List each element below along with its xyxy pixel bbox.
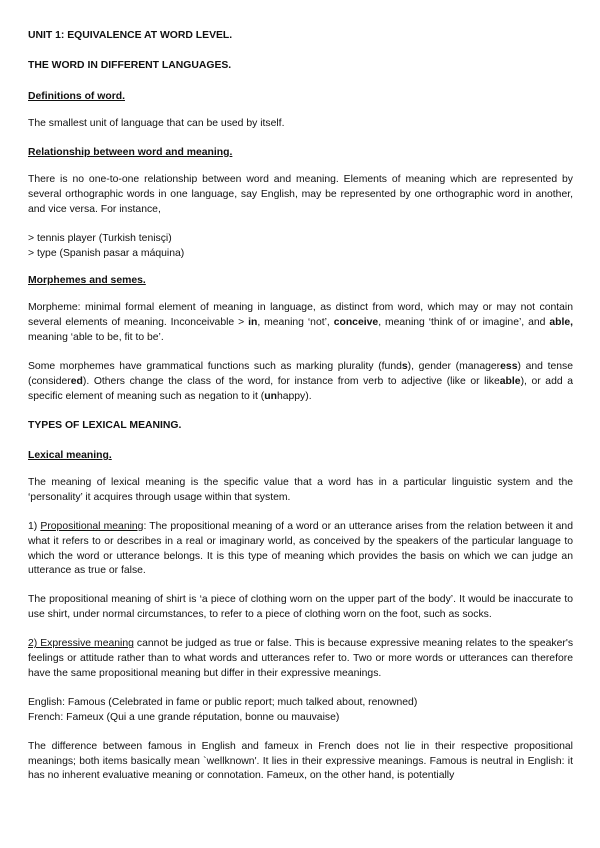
- functions-text-1: Some morphemes have grammatical functions such as marking plurality (fund: [28, 361, 402, 373]
- expr-label: 2) Expressive meaning: [28, 638, 134, 650]
- morpheme-definition: [28, 301, 573, 346]
- example-tennis-player: > tennis player (Turkish tenisçi): [28, 232, 172, 244]
- unit-title: UNIT 1: EQUIVALENCE AT WORD LEVEL.: [28, 30, 233, 41]
- example-type: > type (Spanish pasar a máquina): [28, 247, 185, 259]
- prop-text: : The propositional meaning of a word or an utterance arises from the relation between it and what it refers to or describes in a real or imaginary world, as conceived by the speakers of the particular language to which the word or utterance belongs. It is this type of meaning which provides the basis on which we can judge an utterance as true or false.: [28, 520, 573, 577]
- french-example: French: Fameux (Qui a une grande réputation, bonne ou mauvaise): [28, 711, 340, 723]
- morpheme-text-3: , meaning ‘think of or imagine’, and: [378, 317, 550, 329]
- propositional-meaning: [28, 520, 573, 580]
- document-page: [28, 24, 573, 784]
- functions-text-6: happy).: [276, 390, 312, 402]
- functions-text-2: ), gender (manager: [407, 361, 501, 373]
- definitions-heading: Definitions of word.: [28, 91, 125, 102]
- section-title: THE WORD IN DIFFERENT LANGUAGES.: [28, 60, 232, 71]
- prefix-un: un: [264, 390, 277, 402]
- functions-text-4: ). Others change the class of the word, for instance from verb to adjective (like or like: [82, 376, 500, 388]
- lexical-intro: The meaning of lexical meaning is the specific value that a word has in a particular linguistic system and the ‘personality’ it acquires through usage within that system.: [28, 476, 573, 503]
- morpheme-able: able,: [549, 317, 573, 329]
- morphemes-heading: Morphemes and semes.: [28, 275, 146, 287]
- suffix-ess: ess: [500, 361, 518, 373]
- difference-paragraph: The difference between famous in English and fameux in French does not lie in their respective propositional meanings; both items basically mean `wellknown'. It lies in their expressive meanings. Famous is neutral in English: it has no inherent evaluative meaning or connotation. Fameux, on the other hand, is potentially: [28, 740, 573, 782]
- morpheme-text-4: meaning ‘able to be, fit to be’.: [28, 332, 164, 344]
- types-title: TYPES OF LEXICAL MEANING.: [28, 419, 182, 431]
- prop-label: Propositional meaning: [40, 520, 144, 532]
- expr-text: cannot be judged as true or false. This is because expressive meaning relates to the speaker's feelings or attitude rather than to what words and utterances refer to. Two or more words or utterances can therefore have the same propositional meaning but differ in their expressive meanings.: [28, 638, 574, 679]
- relationship-heading: Relationship between word and meaning.: [28, 146, 233, 158]
- suffix-s: s: [401, 361, 408, 373]
- prop-number: 1): [28, 520, 41, 532]
- suffix-ed: ed: [70, 376, 83, 388]
- english-example: English: Famous (Celebrated in fame or public report; much talked about, renowned): [28, 696, 418, 708]
- expressive-meaning: [28, 637, 573, 682]
- suffix-able: able: [499, 376, 521, 388]
- morpheme-in: in: [248, 317, 258, 329]
- morpheme-text-1: Morpheme: minimal formal element of meaning in language, as distinct from word, which may or may not contain several elements of meaning. Inconceivable >: [28, 302, 573, 329]
- definitions-text: The smallest unit of language that can be used by itself.: [28, 118, 285, 129]
- functions-text-3: ) and tense (consider: [28, 361, 573, 388]
- morpheme-text-2: , meaning ‘not’,: [257, 317, 334, 329]
- morpheme-functions: [28, 360, 573, 405]
- relationship-text: There is no one-to-one relationship between word and meaning. Elements of meaning which are represented by several orthographic words in one language, say English, may be represented by one orthographic word in another, and vice versa. For instance,: [28, 173, 573, 215]
- functions-text-5: ), or add a specific element of meaning such as negation to it (: [28, 376, 573, 402]
- shirt-example: The propositional meaning of shirt is ‘a piece of clothing worn on the upper part of the body’. It would be inaccurate to use shirt, under normal circumstances, to refer to a piece of clothing worn on the foot, such as socks.: [28, 594, 573, 621]
- morpheme-conceive: conceive: [333, 317, 379, 329]
- lexical-heading: Lexical meaning.: [28, 449, 112, 461]
